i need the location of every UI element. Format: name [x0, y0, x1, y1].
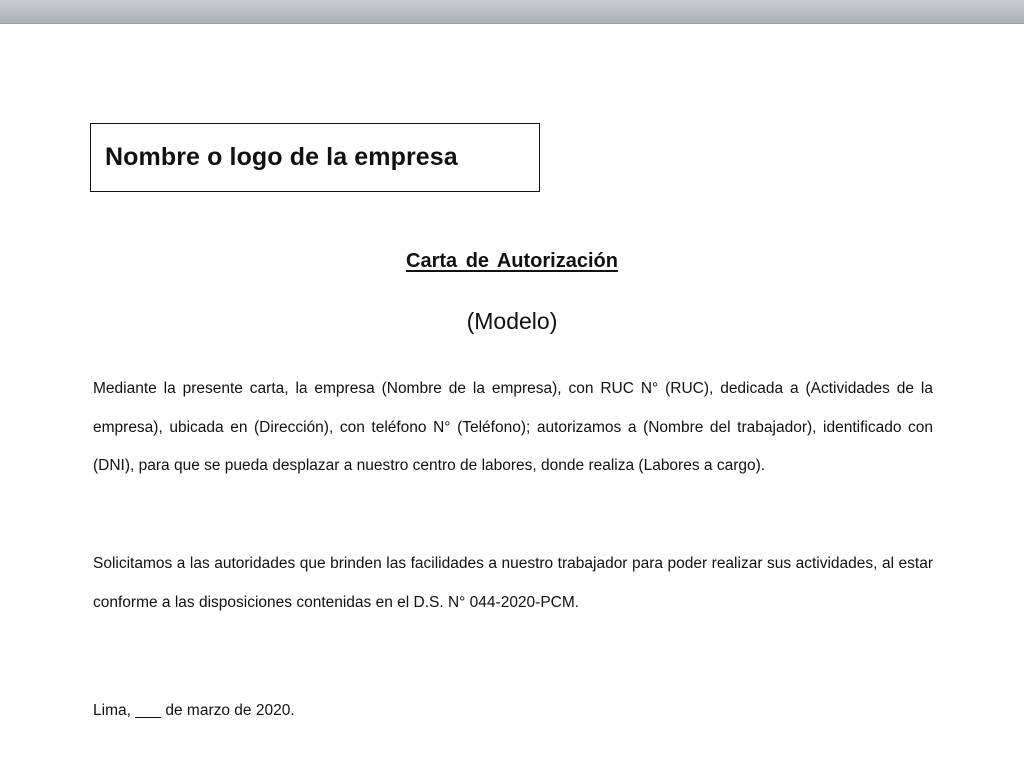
company-logo-placeholder: Nombre o logo de la empresa — [105, 143, 458, 171]
document-title — [0, 250, 1024, 273]
company-logo-box — [90, 123, 540, 192]
body-paragraph-2: Solicitamos a las autoridades que brinden las facilidades a nuestro trabajador para poder realizar sus actividades, al estar conforme a las disposiciones contenidas en el D.S. N° 044-2020-PCM. — [93, 555, 933, 611]
body-paragraph-1: Mediante la presente carta, la empresa (Nombre de la empresa), con RUC N° (RUC), dedicada a (Actividades de la empresa), ubicada en (Dirección), con teléfono N° (Teléfono); autorizamos a (Nombre del trabajador), identificado con (DNI), para que se pueda desplazar a nuestro centro de labores, donde realiza (Labores a cargo). — [93, 380, 933, 474]
document-title-text: Carta de Autorización — [406, 250, 618, 272]
closing-date-line: Lima, ___ de marzo de 2020. — [93, 702, 295, 719]
window-top-bar — [0, 0, 1024, 24]
document-page — [0, 24, 1024, 768]
document-subtitle: (Modelo) — [466, 308, 558, 334]
